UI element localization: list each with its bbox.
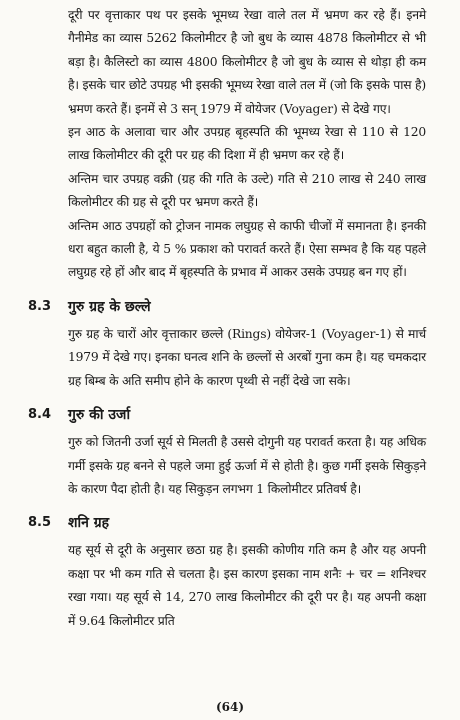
section-body: गुरु ग्रह के चारों ओर वृत्ताकार छल्ले (Rings) वोयेजर-1 (Voyager-1) से मार्च 1979 में देखे गए। इनका घनत्व शनि के छल्लों से अरबों गुना कम है। यह चमकदार ग्रह बिम्ब के अति समीप होने के कारण पृथ्वी से नहीं देखे जा सके। [68,326,426,388]
paragraph: इन आठ के अलावा चार और उपग्रह बृहस्पति की भूमध्य रेखा से 110 से 120 लाख किलोमीटर की दूरी पर ग्रह की दिशा में ही भ्रमण कर रहे हैं। [68,125,426,163]
section-number: 8.5 [28,515,52,531]
section-heading [28,511,426,535]
section-heading [28,403,426,427]
paragraph: अन्तिम आठ उपग्रहों को ट्रोजन नामक लघुग्रह से काफी चीजों में समानता है। इनकी धरा बहुत काली है, ये 5 % प्रकाश को परावर्त करते हैं। ऐसा सम्भव है कि यह पहले लघुग्रह रहे हों और बाद में बृहस्पति के प्रभाव में आकर उसके उपग्रह बन गए हों। [68,218,426,280]
paragraph: अन्तिम चार उपग्रह वक्री (ग्रह की गति के उल्टे) गति से 210 लाख से 240 लाख किलोमीटर की ग्रह से दूरी पर भ्रमण करते हैं। [68,171,426,210]
section-title: गुरु की उर्जा [68,407,131,424]
section-body: यह सूर्य से दूरी के अनुसार छठा ग्रह है। इसकी कोणीय गति कम है और यह अपनी कक्षा पर भी कम गति से चलता है। इस कारण इसका नाम शनैः + चर = शनिश्चर रखा गया। यह सूर्य से 14, 270 लाख किलोमीटर की दूरी पर है। यह अपनी कक्षा में 9.64 किलोमीटर प्रति [68,543,426,628]
section-title: शनि ग्रह [68,515,110,532]
section-body: गुरु को जितनी उर्जा सूर्य से मिलती है उससे दोगुनी यह परावर्त करता है। यह अधिक गर्मी इसके ग्रह बनने से पहले जमा हुई ऊर्जा में से होती है। कुछ गर्मी इसके सिकुड़ने के कारण पैदा होती है। यह सिकुड़न लगभग 1 किलोमीटर प्रतिवर्ष है। [68,435,426,496]
paragraph: दूरी पर वृत्ताकार पथ पर इसके भूमध्य रेखा वाले तल में भ्रमण कर रहे हैं। इनमे गैनीमेड का व्यास 5262 किलोमीटर है जो बुध के व्यास 4878 किलोमीटर से भी बड़ा है। कैलिस्टो का व्यास 4800 किलोमीटर है जो बुध के व्यास से थोड़ा ही कम है। इसके चार छोटे उपग्रह भी इसकी भूमध्य रेखा वाले तल में (जो कि इसके पास है) भ्रमण करते हैं। इनमें से 3 सन् 1979 में वोयेजर (Voyager) से देखे गए। [68,8,426,116]
section-number: 8.3 [28,298,52,314]
section-number: 8.4 [28,407,52,423]
intro-text [68,4,426,285]
section-title: गुरु ग्रह के छल्ले [68,298,151,315]
section-heading [28,295,426,319]
page-number: (64) [215,700,245,714]
